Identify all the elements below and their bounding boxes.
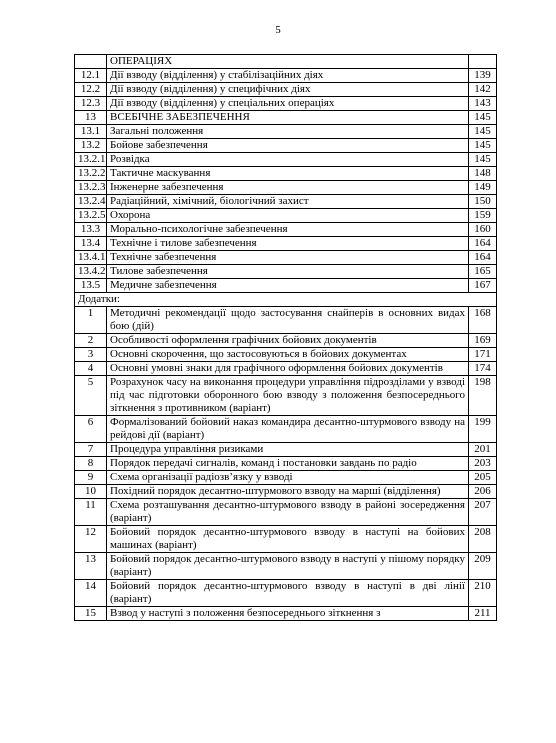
page-ref: 169	[469, 334, 497, 348]
section-title: Технічне забезпечення	[107, 251, 469, 265]
appendix-heading: Додатки:	[75, 293, 497, 307]
appendix-heading-row	[75, 293, 497, 307]
appendix-number: 11	[75, 499, 107, 526]
table-row	[75, 125, 497, 139]
appendix-title: Основні скорочення, що застосовуються в бойових документах	[107, 348, 469, 362]
table-row	[75, 443, 497, 457]
table-row	[75, 607, 497, 621]
section-number: 13.4.1	[75, 251, 107, 265]
appendix-number: 9	[75, 471, 107, 485]
page-ref: 210	[469, 580, 497, 607]
table-row	[75, 209, 497, 223]
table-row	[75, 485, 497, 499]
appendix-number: 14	[75, 580, 107, 607]
section-title: Дії взводу (відділення) у стабілізаційних діях	[107, 69, 469, 83]
table-row	[75, 416, 497, 443]
appendix-number: 8	[75, 457, 107, 471]
section-title: ВСЕБІЧНЕ ЗАБЕЗПЕЧЕННЯ	[107, 111, 469, 125]
section-number: 12.3	[75, 97, 107, 111]
table-row	[75, 362, 497, 376]
appendix-number: 13	[75, 553, 107, 580]
table-row	[75, 153, 497, 167]
table-row	[75, 167, 497, 181]
page-ref: 164	[469, 251, 497, 265]
table-row	[75, 55, 497, 69]
table-row	[75, 265, 497, 279]
page-ref: 167	[469, 279, 497, 293]
appendix-title: Особливості оформлення графічних бойових документів	[107, 334, 469, 348]
page-ref: 207	[469, 499, 497, 526]
table-row	[75, 499, 497, 526]
page-ref: 203	[469, 457, 497, 471]
appendix-title: Бойовий порядок десантно-штурмового взводу в наступі на бойових машинах (варіант)	[107, 526, 469, 553]
appendix-number: 12	[75, 526, 107, 553]
page-ref: 145	[469, 139, 497, 153]
table-row	[75, 251, 497, 265]
section-title: Тилове забезпечення	[107, 265, 469, 279]
page-ref: 164	[469, 237, 497, 251]
appendix-title: Основні умовні знаки для графічного оформлення бойових документів	[107, 362, 469, 376]
toc-body	[75, 55, 497, 621]
page-ref: 208	[469, 526, 497, 553]
section-number: 12.2	[75, 83, 107, 97]
table-row	[75, 457, 497, 471]
section-number: 13.1	[75, 125, 107, 139]
page-ref: 143	[469, 97, 497, 111]
table-row	[75, 181, 497, 195]
appendix-title: Бойовий порядок десантно-штурмового взводу в наступі в дві лінії (варіант)	[107, 580, 469, 607]
section-number: 13.5	[75, 279, 107, 293]
section-number: 13.2.3	[75, 181, 107, 195]
appendix-title: Розрахунок часу на виконання процедури управління підрозділами у взводі під час підготовки оборонного бою взводу з положення безпосереднього зіткнення з противником (варіант)	[107, 376, 469, 416]
section-title: ОПЕРАЦІЯХ	[107, 55, 469, 69]
section-title: Інженерне забезпечення	[107, 181, 469, 195]
table-row	[75, 334, 497, 348]
table-row	[75, 195, 497, 209]
appendix-title: Схема розташування десантно-штурмового взводу в районі зосередження (варіант)	[107, 499, 469, 526]
section-title: Технічне і тилове забезпечення	[107, 237, 469, 251]
appendix-title: Схема організації радіозв’язку у взводі	[107, 471, 469, 485]
appendix-number: 15	[75, 607, 107, 621]
page-ref: 174	[469, 362, 497, 376]
page-ref: 149	[469, 181, 497, 195]
appendix-number: 6	[75, 416, 107, 443]
page-ref: 165	[469, 265, 497, 279]
page-ref: 145	[469, 125, 497, 139]
section-title: Медичне забезпечення	[107, 279, 469, 293]
page-number: 5	[275, 24, 281, 36]
section-number: 13.2	[75, 139, 107, 153]
section-number: 13.2.5	[75, 209, 107, 223]
appendix-title: Формалізований бойовий наказ командира десантно-штурмового взводу на рейдові дії (варіант)	[107, 416, 469, 443]
section-title: Дії взводу (відділення) у специфічних діях	[107, 83, 469, 97]
table-row	[75, 69, 497, 83]
page-ref: 139	[469, 69, 497, 83]
page-ref: 160	[469, 223, 497, 237]
section-number: 13.4.2	[75, 265, 107, 279]
section-number: 13.2.2	[75, 167, 107, 181]
page-ref: 148	[469, 167, 497, 181]
section-number: 13.2.4	[75, 195, 107, 209]
section-number: 13	[75, 111, 107, 125]
table-row	[75, 237, 497, 251]
page-ref: 211	[469, 607, 497, 621]
section-title: Морально-психологічне забезпечення	[107, 223, 469, 237]
page-ref: 206	[469, 485, 497, 499]
page-ref: 198	[469, 376, 497, 416]
appendix-number: 3	[75, 348, 107, 362]
table-row	[75, 376, 497, 416]
table-row	[75, 348, 497, 362]
appendix-title: Бойовий порядок десантно-штурмового взводу в наступі у пішому порядку (варіант)	[107, 553, 469, 580]
table-row	[75, 553, 497, 580]
table-row	[75, 471, 497, 485]
appendix-number: 7	[75, 443, 107, 457]
table-row	[75, 223, 497, 237]
page-ref: 209	[469, 553, 497, 580]
section-number: 13.2.1	[75, 153, 107, 167]
table-row	[75, 526, 497, 553]
table-of-contents	[74, 54, 497, 621]
section-title: Охорона	[107, 209, 469, 223]
page-ref: 171	[469, 348, 497, 362]
page-ref: 205	[469, 471, 497, 485]
section-title: Загальні положення	[107, 125, 469, 139]
appendix-title: Взвод у наступі з положення безпосереднього зіткнення з	[107, 607, 469, 621]
appendix-number: 5	[75, 376, 107, 416]
appendix-number: 4	[75, 362, 107, 376]
table-row	[75, 279, 497, 293]
page-ref: 145	[469, 153, 497, 167]
appendix-title: Похідний порядок десантно-штурмового взводу на марші (відділення)	[107, 485, 469, 499]
section-title: Дії взводу (відділення) у спеціальних операціях	[107, 97, 469, 111]
appendix-title: Порядок передачі сигналів, команд і постановки завдань по радіо	[107, 457, 469, 471]
appendix-number: 1	[75, 307, 107, 334]
table-row	[75, 580, 497, 607]
page-ref: 168	[469, 307, 497, 334]
appendix-title: Методичні рекомендації щодо застосування снайперів в основних видах бою (дій)	[107, 307, 469, 334]
section-number: 13.3	[75, 223, 107, 237]
appendix-number: 2	[75, 334, 107, 348]
page-ref: 199	[469, 416, 497, 443]
table-row	[75, 139, 497, 153]
appendix-number: 10	[75, 485, 107, 499]
table-row	[75, 307, 497, 334]
section-title: Бойове забезпечення	[107, 139, 469, 153]
table-row	[75, 83, 497, 97]
page-ref: 150	[469, 195, 497, 209]
section-title: Радіаційний, хімічний, біологічний захист	[107, 195, 469, 209]
page-ref: 201	[469, 443, 497, 457]
appendix-title: Процедура управління ризиками	[107, 443, 469, 457]
section-title: Розвідка	[107, 153, 469, 167]
table-row	[75, 111, 497, 125]
section-title: Тактичне маскування	[107, 167, 469, 181]
page-ref: 159	[469, 209, 497, 223]
page-ref	[469, 55, 497, 69]
table-row	[75, 97, 497, 111]
section-number: 12.1	[75, 69, 107, 83]
page-ref: 142	[469, 83, 497, 97]
section-number: 13.4	[75, 237, 107, 251]
section-number	[75, 55, 107, 69]
page-ref: 145	[469, 111, 497, 125]
